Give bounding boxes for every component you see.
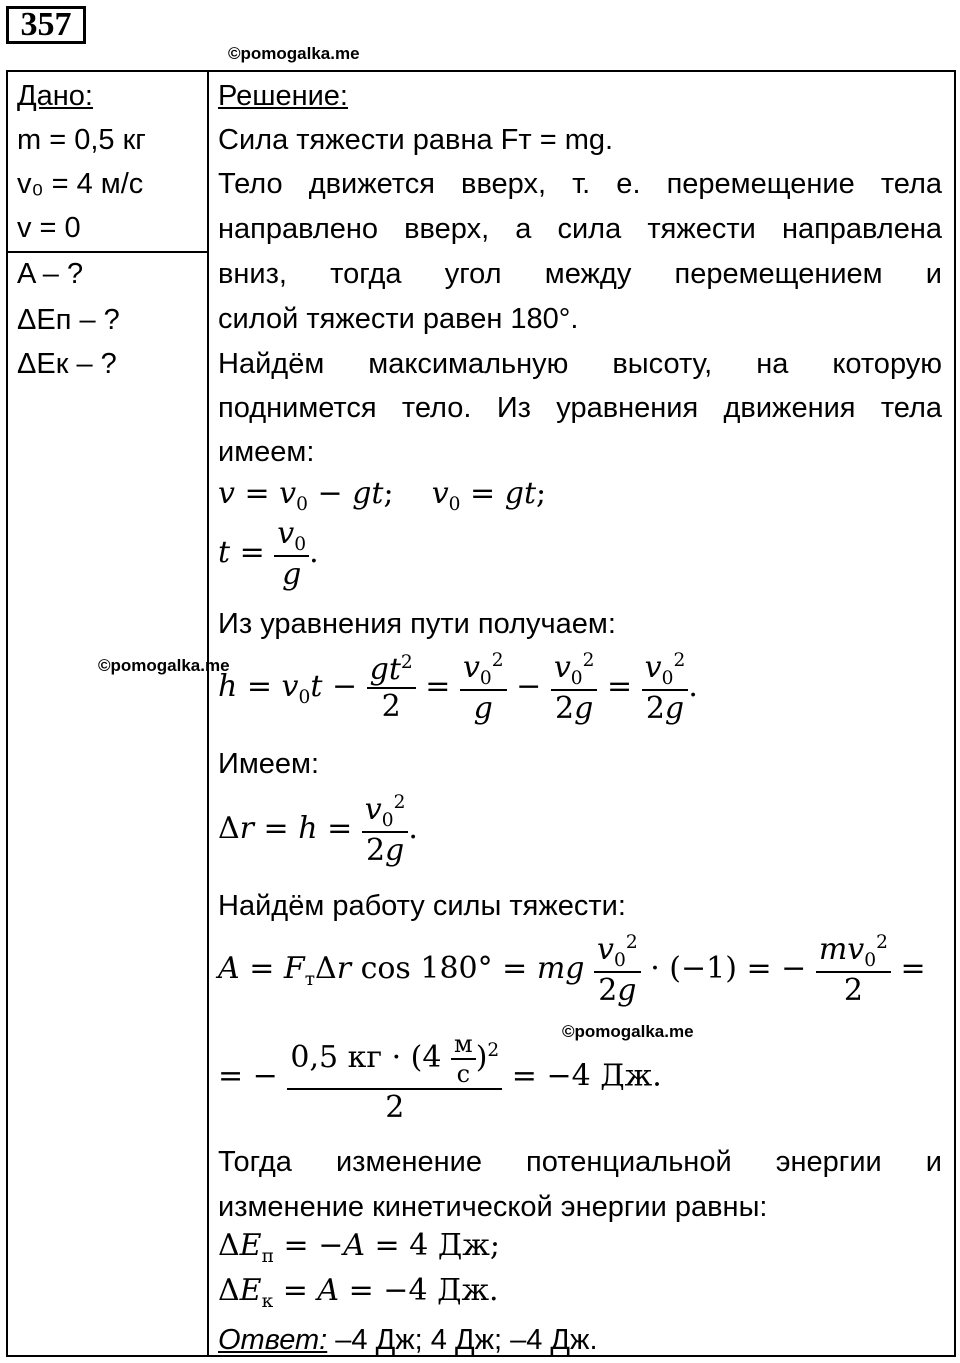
watermark-top: ©pomogalka.me xyxy=(228,44,360,63)
find-kinetic: ΔEк – ? xyxy=(17,348,117,380)
solution-p2b: направлено вверх, а сила тяжести направлена xyxy=(218,213,942,245)
formula-time: t = $\frac{v_0}{g}$ . xyxy=(218,516,319,592)
given-mass: m = 0,5 кг xyxy=(17,124,146,156)
find-potential: ΔEп – ? xyxy=(17,304,120,336)
solution-p6: Найдём работу силы тяжести: xyxy=(218,890,626,922)
answer-line xyxy=(218,1318,942,1363)
find-work: A – ? xyxy=(17,258,84,290)
formula-displacement: Δr = h = $\frac{v_0^2}{2g}$ . xyxy=(218,792,418,868)
solution-p2c: вниз, тогда угол между перемещением и xyxy=(218,258,942,290)
solution-p7b: изменение кинетической энергии равны: xyxy=(218,1191,768,1223)
given-v: v = 0 xyxy=(17,212,81,244)
solution-p1: Сила тяжести равна Fт = mg. xyxy=(218,124,614,156)
solution-p3b: поднимется тело. Из уравнения движения тела xyxy=(218,392,942,424)
solution-p2a: Тело движется вверх, т. е. перемещение тела xyxy=(218,168,942,200)
column-divider xyxy=(207,70,209,1357)
formula-potential: $\Delta E_п = -A = 4$ Дж; xyxy=(218,1228,500,1267)
solution-p2d: силой тяжести равен 180°. xyxy=(218,303,579,335)
solution-p7a: Тогда изменение потенциальной энергии и xyxy=(218,1146,942,1178)
solution-header: Решение: xyxy=(218,80,348,112)
formula-work-numeric: = − 0,5 кг · (4 $\frac{м}{с}$ )$^2$ 2 = −4 Дж. xyxy=(218,1030,662,1125)
given-header: Дано: xyxy=(17,80,93,112)
formula-kinetic: $\Delta E_к = A = -4$ Дж. xyxy=(218,1273,499,1312)
formula-height: $h = v_0t$ − $\frac{gt^2}{2}$ = $\frac{v_0^2}{g}$ − $\frac{v_0^2}{2g}$ = $\frac{v_0^2}{2g}$ . xyxy=(218,650,698,726)
answer-label: Ответ: xyxy=(218,1324,328,1356)
solution-p4: Из уравнения пути получаем: xyxy=(218,608,616,640)
solution-p5: Имеем: xyxy=(218,748,320,780)
solution-p3c: имеем: xyxy=(218,436,315,468)
given-v0: v₀ = 4 м/с xyxy=(17,168,144,200)
formula-work: $A = F_т\Delta r$ cos 180° = mg $\frac{v_0^2}{2g}$ · (−1) = − $\frac{mv_0^2}{2}$ = xyxy=(218,932,926,1008)
formula-velocity: $v = v_0$ − gt; $v_0$ = gt; xyxy=(218,476,547,515)
solution-p3a: Найдём максимальную высоту, на которую xyxy=(218,348,942,380)
answer-values: –4 Дж; 4 Дж; –4 Дж. xyxy=(327,1324,598,1356)
watermark-bottom: ©pomogalka.me xyxy=(562,1022,694,1041)
watermark-middle: ©pomogalka.me xyxy=(98,656,230,675)
task-number: 357 xyxy=(6,6,86,44)
